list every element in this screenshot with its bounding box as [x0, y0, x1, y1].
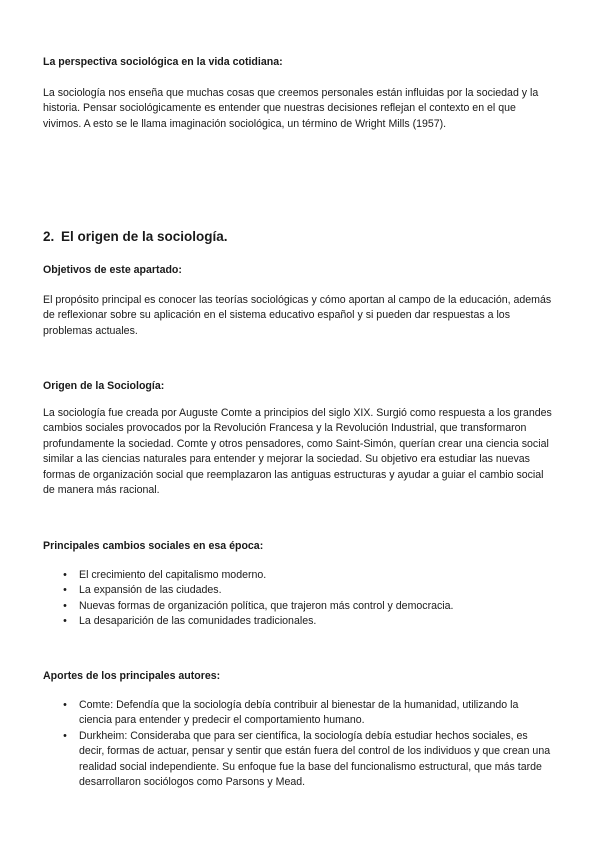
list-item	[43, 614, 553, 629]
bullet-icon: •	[63, 699, 67, 711]
list-item-text: Durkheim: Consideraba que para ser científica, la sociología debía estudiar hechos sociales, es decir, formas de actuar, pensar y sentir que están fuera del control de los individuos y que crean una realidad social independiente. Su enfoque fue la base del funcionalismo estructural, que más tarde desarrollaron sociólogos como Parsons y Mead.	[79, 729, 551, 789]
section-2-title	[43, 229, 553, 244]
authors-list	[43, 698, 553, 790]
section-title-text: El origen de la sociología.	[61, 229, 228, 244]
list-item-text: La desaparición de las comunidades tradicionales.	[79, 615, 317, 628]
bullet-icon: •	[63, 584, 67, 597]
section-number: 2.	[43, 229, 55, 244]
bullet-icon: •	[63, 615, 67, 628]
bullet-icon: •	[63, 569, 67, 581]
list-item-text: El crecimiento del capitalismo moderno.	[79, 569, 267, 581]
list-item	[43, 568, 553, 583]
bullet-icon: •	[63, 599, 67, 612]
list-item-text: Nuevas formas de organización política, que trajeron más control y democracia.	[79, 599, 454, 612]
authors-heading: Aportes de los principales autores:	[43, 670, 221, 682]
list-item	[43, 698, 553, 729]
intro-paragraph: La sociología nos enseña que muchas cosas que creemos personales están influidas por la sociedad y la historia. Pensar sociológicamente es entender que nuestras decisiones reflejan el contexto en el que vivimos. A esto se le llama imaginación sociológica, un término de Wright Mills (1957).	[43, 87, 539, 130]
list-item	[43, 599, 553, 614]
list-item-text: La expansión de las ciudades.	[79, 584, 222, 597]
bullet-icon: •	[63, 729, 67, 742]
origin-paragraph: La sociología fue creada por Auguste Comte a principios del siglo XIX. Surgió como respuesta a los grandes cambios sociales provocados por la Revolución Francesa y la Revolución Industrial, que transformaron profundamente la sociedad. Comte y otros pensadores, como Saint-Simón, querían crear una ciencia social similar a las ciencias naturales para entender y mejorar la sociedad. Su objetivo era estudiar las nuevas formas de organización social que reemplazaron las antiguas estructuras y ayudar a guiar el cambio social de manera más racional.	[43, 407, 552, 497]
intro-heading: La perspectiva sociológica en la vida cotidiana:	[43, 56, 283, 68]
objectives-heading: Objetivos de este apartado:	[43, 264, 182, 276]
changes-list	[43, 568, 553, 630]
objectives-paragraph: El propósito principal es conocer las teorías sociológicas y cómo aportan al campo de la educación, además de reflexionar sobre su aplicación en el sistema educativo español y si pueden dar respuestas a los problemas actuales.	[43, 294, 552, 337]
list-item	[43, 583, 553, 598]
list-item-text: Comte: Defendía que la sociología debía contribuir al bienestar de la humanidad, utilizando la ciencia para entender y predecir el comportamiento humano.	[79, 699, 519, 727]
origin-heading: Origen de la Sociología:	[43, 380, 165, 392]
changes-heading: Principales cambios sociales en esa época:	[43, 540, 264, 552]
list-item	[43, 729, 553, 791]
